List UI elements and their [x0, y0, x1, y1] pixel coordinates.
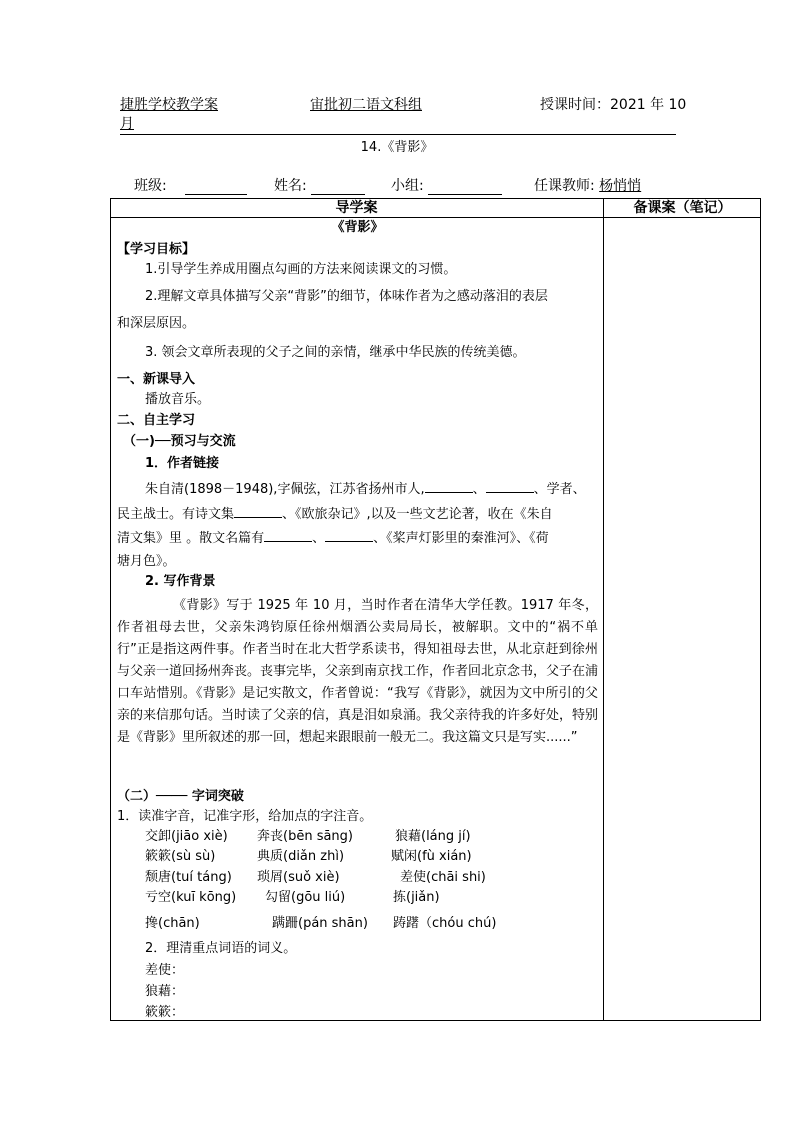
fill-blank[interactable] — [234, 504, 282, 518]
word-item: 琐屑(suǒ xiè) — [257, 870, 340, 885]
item-background: 2. 写作背景 — [145, 574, 216, 589]
word-item: 踌躇（chóu chú) — [393, 916, 497, 931]
lesson-title: 14.《背影》 — [360, 140, 434, 155]
word-item: 奔丧(bēn sāng) — [257, 829, 353, 844]
fill-blank[interactable] — [325, 528, 373, 542]
lesson-time: 授课时间：2021 年 10 — [540, 97, 687, 113]
goal-2: 2.理解文章具体描写父亲“背影”的细节，体味作者为之感动落泪的表层 — [145, 289, 548, 304]
word-item: 交卸(jiāo xiè) — [145, 829, 228, 844]
word-item: 勾留(gōu liú) — [265, 890, 346, 905]
author-text: 朱自清(1898－1948),字佩弦，江苏省扬州市人, — [145, 482, 425, 497]
goal-2-cont: 和深层原因。 — [117, 316, 196, 331]
intro-text: 播放音乐。 — [145, 392, 211, 407]
teacher-name: 杨悄悄 — [599, 178, 642, 194]
guide-column-header: 导学案 — [335, 200, 378, 216]
column-divider — [603, 198, 604, 1021]
author-text: 、《欧旅杂记》,以及一些文艺论著，收在《朱自 — [282, 507, 553, 522]
teacher-label: 任课教师: — [534, 178, 595, 194]
name-blank[interactable] — [311, 178, 365, 195]
author-line-2 — [117, 504, 553, 524]
section-intro: 一、新课导入 — [117, 372, 196, 387]
name-field[interactable] — [274, 175, 365, 195]
word-item: 搀(chān) — [145, 916, 200, 931]
notes-column-header: 备课案（笔记） — [633, 200, 732, 216]
author-line-1 — [145, 479, 586, 499]
meaning-item[interactable]: 差使： — [145, 963, 185, 978]
word-item: 赋闲(fù xián) — [391, 849, 472, 864]
word-item: 典质(diǎn zhì) — [257, 849, 345, 864]
word-item: 颓唐(tuí táng) — [145, 870, 232, 885]
author-text: 、学者、 — [533, 482, 586, 497]
lesson-time-month: 月 — [120, 116, 134, 132]
fill-blank[interactable] — [425, 479, 473, 493]
goal-1: 1.引导学生养成用圈点勾画的方法来阅读课文的习惯。 — [145, 262, 457, 277]
author-text: 、 — [312, 531, 326, 546]
meaning-task: 2．理清重点词语的词义。 — [145, 941, 297, 956]
class-field[interactable] — [134, 175, 247, 195]
teacher-field — [534, 175, 671, 195]
group-field[interactable] — [391, 175, 502, 195]
name-label: 姓名: — [274, 178, 307, 194]
author-text: 、《桨声灯影里的秦淮河》、《荷 — [373, 531, 549, 546]
subsection-preview: （一)──预习与交流 — [123, 434, 236, 449]
class-blank[interactable] — [185, 178, 247, 195]
word-item: 亏空(kuī kōng) — [145, 890, 237, 905]
text-title: 《背影》 — [331, 220, 384, 235]
author-line-4: 塘月色》。 — [117, 554, 176, 569]
subsection-words: （二）──── 字词突破 — [117, 789, 244, 804]
group-blank[interactable] — [428, 178, 502, 195]
fill-blank[interactable] — [264, 528, 312, 542]
word-item: 蹒跚(pán shān) — [272, 916, 368, 931]
meaning-item[interactable]: 簌簌： — [145, 1005, 185, 1020]
word-item: 狼藉(láng jí) — [395, 829, 471, 844]
author-line-3 — [117, 528, 549, 548]
author-text: 、 — [472, 482, 486, 497]
word-item: 拣(jiǎn) — [393, 890, 440, 905]
document-header — [120, 96, 687, 135]
word-item: 差使(chāi shi) — [400, 870, 486, 885]
class-label: 班级: — [134, 178, 167, 194]
background-paragraph: 《背影》写于 1925 年 10 月，当时作者在清华大学任教。1917 年冬，作者祖母去世，父亲朱鸿钧原任徐州烟酒公卖局局长，被解职。文中的“祸不单行”正是指这两件事。作者当时在北大哲学系读书，得知祖母去世，从北京赶到徐州与父亲一道回扬州奔丧。丧事完毕，父亲到南京找工作，作者回北京念书，父子在浦口车站惜别。《背影》是记实散文，作者曾说：“我写《背影》，就因为文中所引的父亲的来信那句话。当时读了父亲的信，真是泪如泉涌。我父亲待我的许多好处，特别是《背影》里所叙述的那一回，想起来跟眼前一般无二。我这篇文只是写实......” — [117, 598, 599, 745]
author-text: 清文集》里 。散文名篇有 — [117, 531, 265, 546]
meaning-item[interactable]: 狼藉： — [145, 984, 185, 999]
words-task: 1．读准字音，记准字形，给加点的字注音。 — [117, 809, 373, 824]
subject-group: 宙批初二语文科组 — [310, 97, 422, 113]
group-label: 小组: — [391, 178, 424, 194]
fill-blank[interactable] — [486, 479, 534, 493]
goals-heading: 【学习目标】 — [117, 242, 196, 257]
header-divider — [110, 217, 761, 218]
item-author: 1．作者链接 — [145, 456, 220, 471]
school-name: 捷胜学校教学案 — [120, 97, 218, 113]
section-self-study: 二、自主学习 — [117, 413, 196, 428]
author-text: 民主战士。有诗文集 — [117, 507, 235, 522]
goal-3: 3. 领会文章所表现的父子之间的亲情，继承中华民族的传统美德。 — [145, 345, 526, 360]
word-item: 簌簌(sù sù) — [145, 849, 216, 864]
